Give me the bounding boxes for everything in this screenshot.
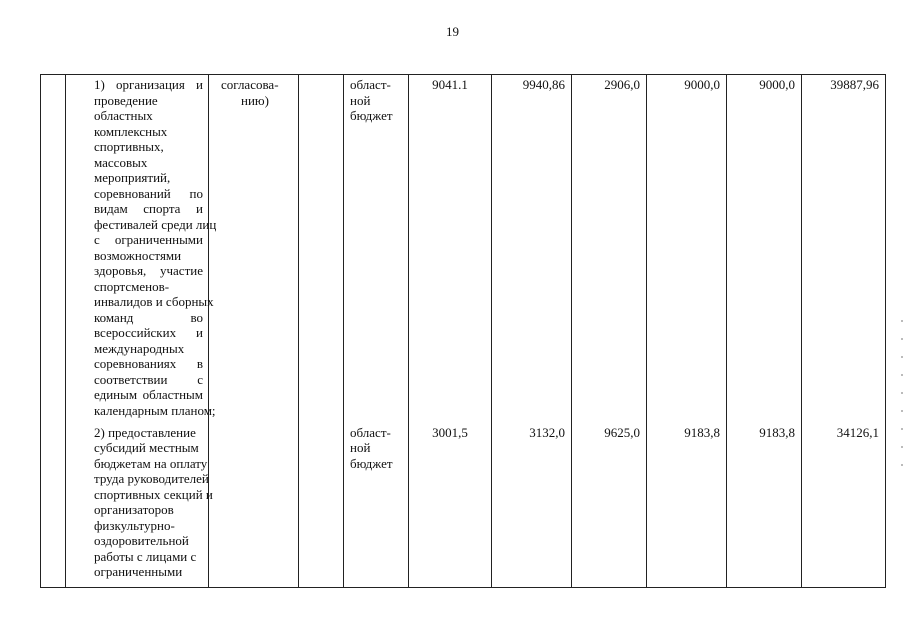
- description-line: комплексных: [94, 123, 168, 139]
- number-cell: [41, 423, 66, 588]
- description-line: оздоровительной: [94, 533, 189, 548]
- description-line: спортивных,: [94, 139, 164, 154]
- executor-cell: [209, 75, 299, 423]
- description-line: спортсменов-: [94, 278, 170, 294]
- description-line: труда руководителей: [94, 471, 209, 486]
- scan-artifact: [901, 320, 903, 470]
- funding-source-line: бюджет: [350, 108, 393, 123]
- value-cell: 3001,5: [409, 423, 492, 588]
- description-line: соревнованиях в: [94, 356, 203, 371]
- empty-cell: [299, 423, 344, 588]
- value-cell: 34126,1: [802, 423, 886, 588]
- description-line: работы с лицами с: [94, 548, 197, 564]
- description-line: команд во: [94, 309, 203, 325]
- value-cell: 9940,86: [492, 75, 572, 423]
- description-line: календарным планом;: [94, 402, 216, 418]
- description-line: возможностями: [94, 247, 182, 263]
- description-line: спортивных секций и: [94, 486, 213, 502]
- description-line: соревнований по: [94, 185, 203, 201]
- description-line: проведение: [94, 92, 158, 108]
- value-cell: 3132,0: [492, 423, 572, 588]
- table-row: [41, 75, 886, 423]
- description-text: [94, 424, 213, 580]
- funding-source-line: ной: [350, 440, 371, 455]
- description-line: областных: [94, 108, 153, 123]
- executor-cell: [209, 423, 299, 588]
- table-row: [41, 423, 886, 588]
- description-line: инвалидов и сборных: [94, 294, 214, 309]
- value-cell: 9000,0: [727, 75, 802, 423]
- value-cell: 9625,0: [572, 423, 647, 588]
- funding-source-line: област-: [350, 77, 391, 92]
- budget-table: [40, 74, 886, 588]
- description-line: физкультурно-: [94, 517, 175, 533]
- value-cell: 2906,0: [572, 75, 647, 423]
- description-line: мероприятий,: [94, 170, 171, 185]
- description-line: фестивалей среди лиц: [94, 216, 217, 232]
- value-cell: 9041.1: [409, 75, 492, 423]
- description-line: международных: [94, 340, 185, 356]
- description-line: здоровья, участие: [94, 263, 203, 278]
- description-line: массовых: [94, 154, 148, 170]
- description-line: организаторов: [94, 502, 174, 517]
- value-cell: 9000,0: [647, 75, 727, 423]
- description-line: единым областным: [94, 387, 203, 402]
- page-number: 19: [446, 24, 459, 39]
- description-cell: [66, 75, 217, 423]
- funding-source-cell: [344, 423, 409, 588]
- number-cell: [41, 75, 66, 423]
- description-line: ограниченными: [94, 564, 183, 579]
- description-line: с ограниченными: [94, 232, 203, 247]
- description-line: соответствии с: [94, 371, 203, 387]
- description-cell: [66, 423, 213, 588]
- description-line: 1) организация и: [94, 77, 203, 92]
- funding-source-line: ной: [350, 92, 371, 108]
- description-text: [94, 77, 217, 418]
- empty-cell: [299, 75, 344, 423]
- value-cell: 9183,8: [727, 423, 802, 588]
- description-line: 2) предоставление: [94, 424, 196, 440]
- funding-source-cell: [344, 75, 409, 423]
- executor-text: согласова-: [221, 77, 279, 92]
- executor-text: нию): [241, 92, 269, 108]
- description-line: бюджетам на оплату: [94, 455, 208, 471]
- description-line: субсидий местным: [94, 440, 199, 455]
- value-cell: 9183,8: [647, 423, 727, 588]
- funding-source-line: бюджет: [350, 455, 393, 471]
- description-line: видам спорта и: [94, 201, 203, 216]
- value-cell: 39887,96: [802, 75, 886, 423]
- description-line: всероссийских и: [94, 325, 203, 340]
- funding-source-line: област-: [350, 424, 391, 440]
